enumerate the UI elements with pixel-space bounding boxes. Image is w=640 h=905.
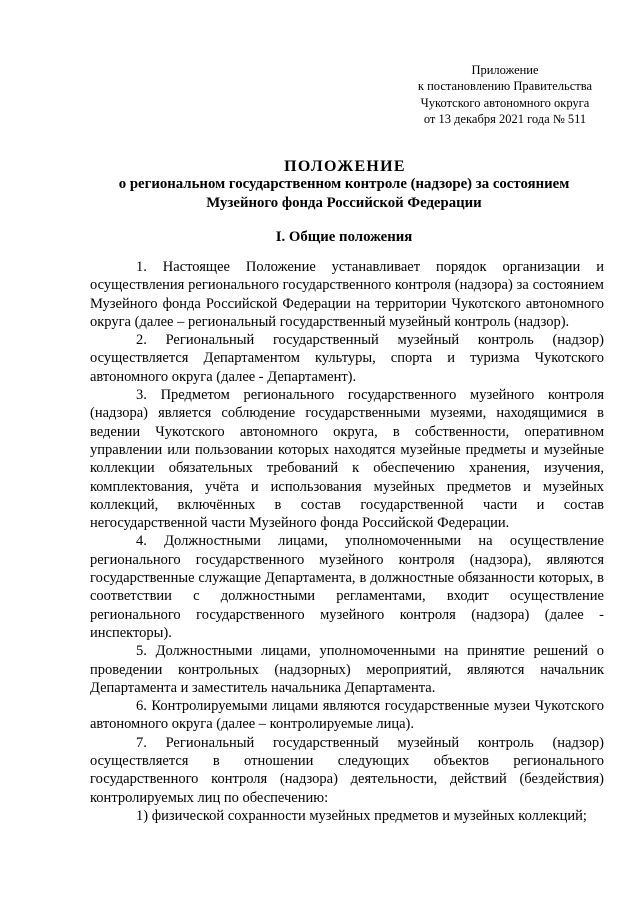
- paragraph-4: 4. Должностными лицами, уполномоченными на осуществление регионального государственного музейного контроля (надзора), являются государственные служащие Департамента, в должностные обязанности которых, в соответствии с должностными регламентами, входит осуществление регионального государственного музейного контроля (надзора) (далее - инспекторы).: [90, 533, 604, 641]
- paragraph-3: 3. Предметом регионального государственного музейного контроля (надзора) является соблюдение государственными музеями, находящимися в ведении Чукотского автономного округа, в собственности, оперативном управлении или пользовании которых находятся музейные предметы и музейные коллекции обязательных требований к обеспечению хранения, изучения, комплектования, учёта и использования музейных предметов и музейных коллекций, включённых в состав государственной части и состав негосударственной части Музейного фонда Российской Федерации.: [90, 387, 604, 532]
- paragraph-2: 2. Региональный государственный музейный контроль (надзор) осуществляется Департаментом культуры, спорта и туризма Чукотского автономного округа (далее - Департамент).: [90, 332, 604, 385]
- paragraph-1: 1. Настоящее Положение устанавливает порядок организации и осуществления регионального государственного контроля (надзора) за состоянием Музейного фонда Российской Федерации на территории Чукотского автономного округа (далее – региональный государственный музейный контроль (надзор).: [90, 259, 604, 330]
- document-subtitle: о региональном государственном контроле (надзоре) за состоянием Музейного фонда Российской Федерации: [118, 176, 570, 211]
- appendix-block: [400, 62, 610, 127]
- paragraph-5: 5. Должностными лицами, уполномоченными на принятие решений о проведении контрольных (надзорных) мероприятий, являются начальник Департамента и заместитель начальника Департамента.: [90, 643, 604, 696]
- appendix-line-2: к постановлению Правительства: [417, 79, 593, 94]
- paragraph-6: 6. Контролируемыми лицами являются государственные музеи Чукотского автономного округа (далее – контролируемые лица).: [90, 698, 604, 733]
- section-heading: I. Общие положения: [275, 229, 413, 245]
- appendix-line-4: от 13 декабря 2021 года № 511: [423, 111, 587, 126]
- document-title: ПОЛОЖЕНИЕ: [284, 158, 406, 175]
- paragraph-7-item-1: 1) физической сохранности музейных предметов и музейных коллекций;: [136, 807, 587, 824]
- appendix-line-1: Приложение: [471, 63, 539, 77]
- document-body: [90, 258, 604, 825]
- appendix-line-3: Чукотского автономного округа: [420, 95, 590, 110]
- paragraph-7: 7. Региональный государственный музейный контроль (надзор) осуществляется в отношении следующих объектов регионального государственного контроля (надзора) деятельности, действий (бездействия) контролируемых лиц по обеспечению:: [90, 734, 604, 806]
